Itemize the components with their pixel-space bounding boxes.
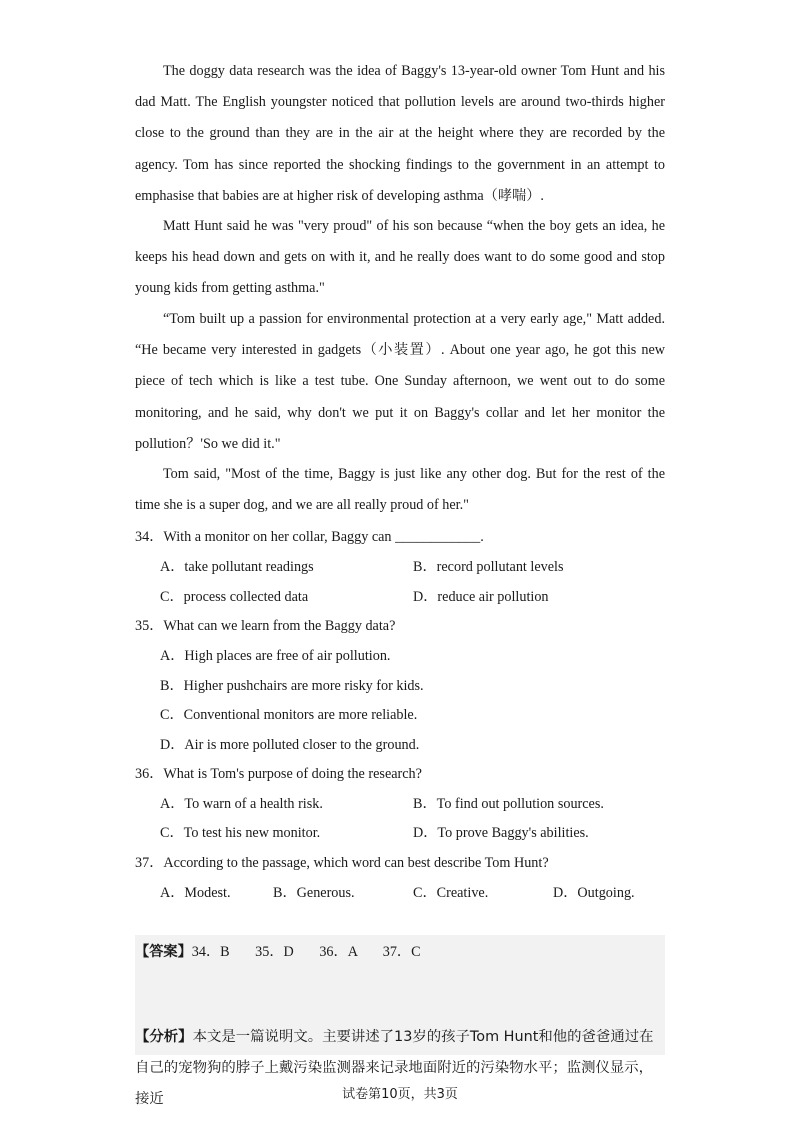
question-36-option-a[interactable]: A．To warn of a health risk. <box>160 796 323 812</box>
question-34-option-a[interactable]: A．take pollutant readings <box>160 559 314 575</box>
answer-line <box>135 941 421 961</box>
answer-36: 36．A <box>319 944 358 960</box>
answer-34: 34．B <box>191 944 230 960</box>
passage-paragraph-3: “Tom built up a passion for environmental protection at a very early age," Matt added. “He became very interested in gadgets（小装置）. About one year ago, he got this new piece of tech which is like a test tube. One Sunday afternoon, we went out to do some monitoring, and he said, why don't we put it on Baggy's collar and let her monitor the pollution？'So we did it." <box>135 311 665 452</box>
passage-paragraph-4: Tom said, "Most of the time, Baggy is just like any other dog. But for the rest of the time she is a super dog, and we are all really proud of her." <box>135 466 665 514</box>
question-37-option-b[interactable]: B．Generous. <box>273 885 355 901</box>
question-35-stem: 35．What can we learn from the Baggy data? <box>135 618 396 634</box>
answer-35: 35．D <box>255 944 294 960</box>
page-footer: 试卷第10页，共3页 <box>342 1087 458 1102</box>
question-35-option-d[interactable]: D．Air is more polluted closer to the ground. <box>160 737 420 753</box>
question-34-option-d[interactable]: D．reduce air pollution <box>413 589 549 605</box>
analysis-body: 本文是一篇说明文。主要讲述了13岁的孩子Tom Hunt和他的爸爸通过在自己的宠物狗的脖子上戴污染监测器来记录地面附近的污染物水平；监测仪显示，接近 <box>135 1029 654 1107</box>
answer-label: 【答案】 <box>135 944 192 960</box>
question-35-option-a[interactable]: A．High places are free of air pollution. <box>160 648 391 664</box>
question-34-option-c[interactable]: C．process collected data <box>160 589 309 605</box>
question-36-stem: 36．What is Tom's purpose of doing the research? <box>135 766 422 782</box>
question-37-stem: 37．According to the passage, which word can best describe Tom Hunt? <box>135 855 549 871</box>
question-36-option-c[interactable]: C．To test his new monitor. <box>160 825 321 841</box>
answer-37: 37．C <box>382 944 421 960</box>
question-35-option-b[interactable]: B．Higher pushchairs are more risky for kids. <box>160 678 424 694</box>
question-35-option-c[interactable]: C．Conventional monitors are more reliable. <box>160 707 418 723</box>
question-36-option-d[interactable]: D．To prove Baggy's abilities. <box>413 825 589 841</box>
question-34-option-b[interactable]: B．record pollutant levels <box>413 559 564 575</box>
question-37-option-c[interactable]: C．Creative. <box>413 885 489 901</box>
analysis-label: 【分析】 <box>135 1029 193 1045</box>
passage-paragraph-1: The doggy data research was the idea of Baggy's 13-year-old owner Tom Hunt and his dad Matt. The English youngster noticed that pollution levels are around two-thirds higher close to the ground than they are in the air at the height where they are recorded by the agency. Tom has since reported the shocking findings to the government in an attempt to emphasise that babies are at higher risk of developing asthma（哮喘）. <box>135 63 665 204</box>
question-37-option-d[interactable]: D．Outgoing. <box>553 885 635 901</box>
question-34-stem: 34．With a monitor on her collar, Baggy can ____________. <box>135 529 484 545</box>
question-37-option-a[interactable]: A．Modest. <box>160 885 231 901</box>
question-36-option-b[interactable]: B．To find out pollution sources. <box>413 796 604 812</box>
passage-paragraph-2: Matt Hunt said he was "very proud" of his son because “when the boy gets an idea, he keeps his head down and gets on with it, and he really does want to do some good and stop young kids from getting asthma." <box>135 218 665 297</box>
